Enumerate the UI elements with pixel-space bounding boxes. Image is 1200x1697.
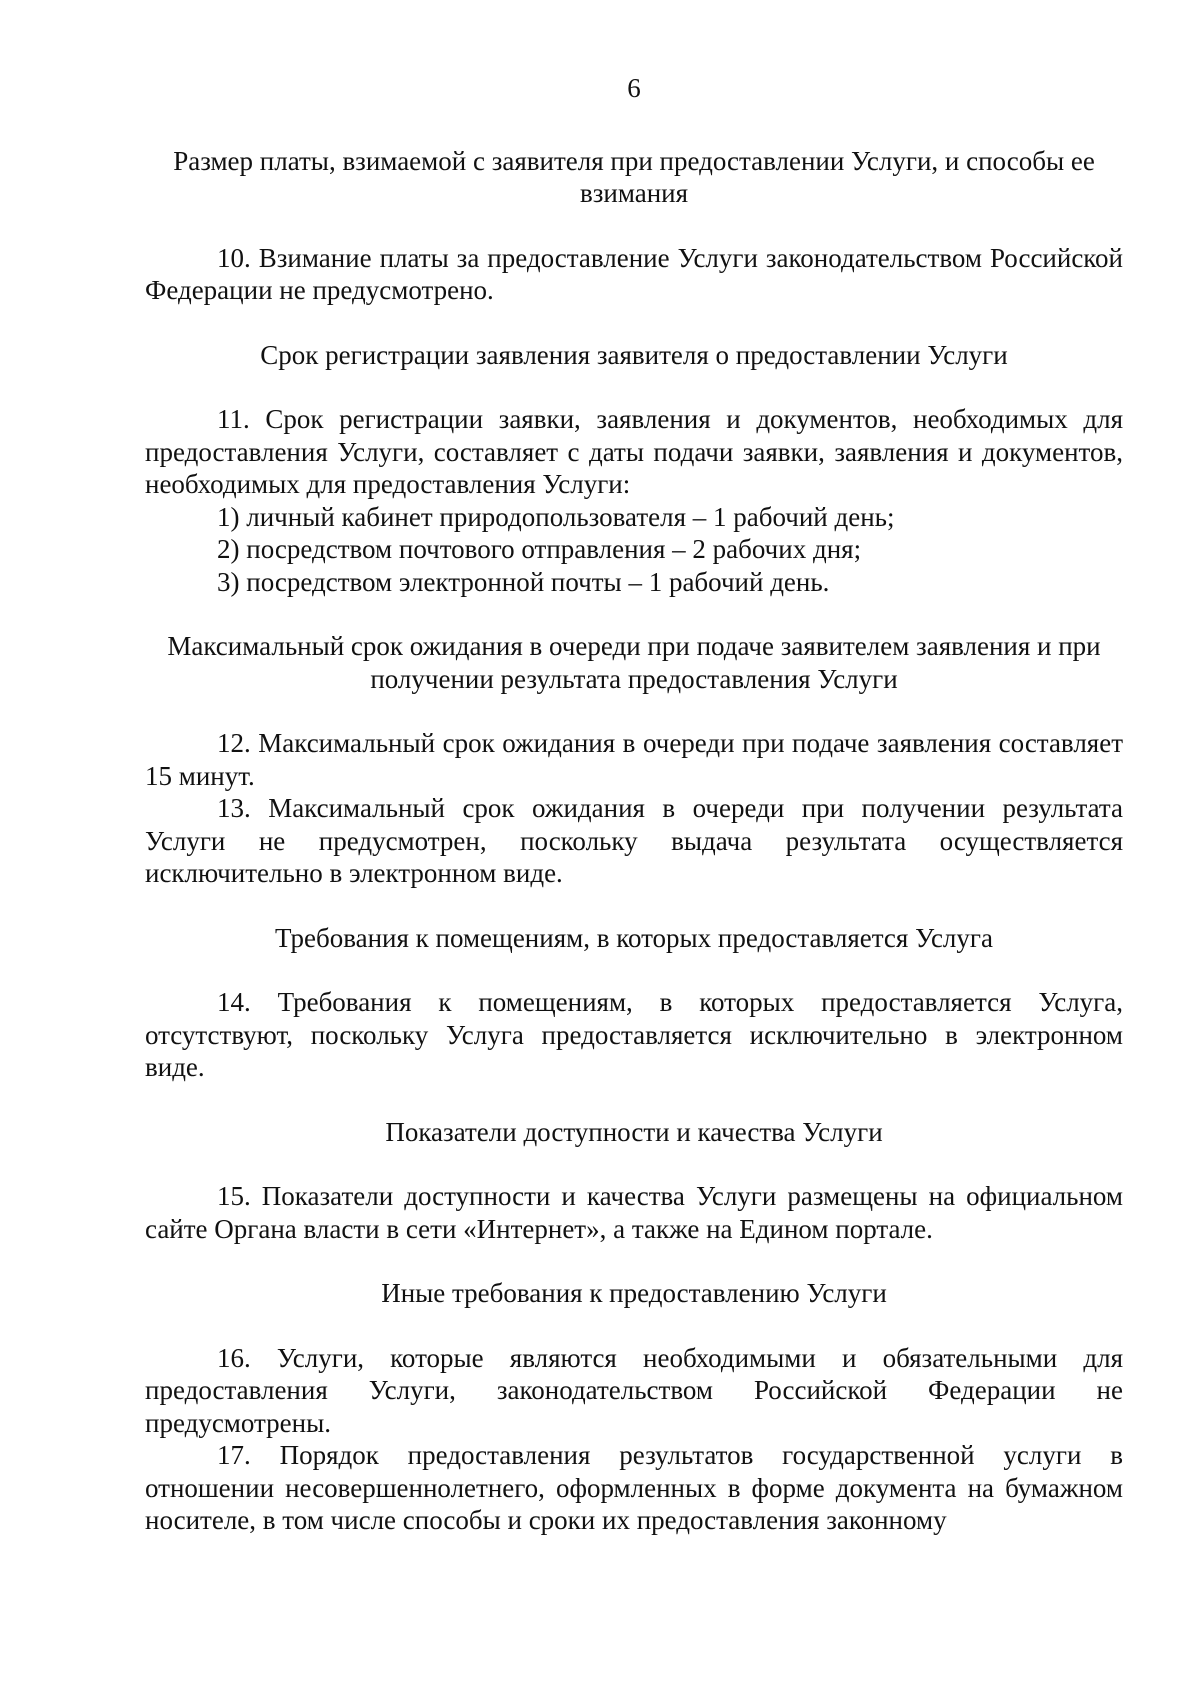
paragraph-15: 15. Показатели доступности и качества Услуги размещены на официальном сайте Органа власти в сети «Интернет», а также на Едином портале. bbox=[145, 1181, 1123, 1244]
section-heading-quality: Показатели доступности и качества Услуги bbox=[385, 1116, 883, 1147]
paragraph-17: 17. Порядок предоставления результатов государственной услуги в отношении несовершеннолетнего, оформленных в форме документа на бумажном носителе, в том числе способы и сроки их предоставления законному bbox=[145, 1440, 1123, 1535]
paragraph-11: 11. Срок регистрации заявки, заявления и документов, необходимых для предоставления Услуги, составляет с даты подачи заявки, заявления и документов, необходимых для предоставления Услуги: bbox=[145, 404, 1123, 499]
list-item-3: 3) посредством электронной почты – 1 рабочий день. bbox=[217, 566, 830, 597]
paragraph-14: 14. Требования к помещениям, в которых предоставляется Услуга, отсутствуют, поскольку Услуга предоставляется исключительно в электронном виде. bbox=[145, 987, 1123, 1082]
section-heading-queue: Максимальный срок ожидания в очереди при подаче заявителем заявления и при получении результата предоставления Услуги bbox=[167, 631, 1101, 694]
page-number: 6 bbox=[627, 73, 641, 103]
page-content bbox=[145, 72, 1123, 1537]
paragraph-13: 13. Максимальный срок ожидания в очереди при получении результата Услуги не предусмотрен, поскольку выдача результата осуществляется исключительно в электронном виде. bbox=[145, 793, 1123, 888]
section-heading-premises: Требования к помещениям, в которых предоставляется Услуга bbox=[275, 922, 993, 953]
list-item-2: 2) посредством почтового отправления – 2 рабочих дня; bbox=[217, 534, 862, 564]
paragraph-16: 16. Услуги, которые являются необходимыми и обязательными для предоставления Услуги, законодательством Российской Федерации не предусмотрены. bbox=[145, 1342, 1123, 1438]
paragraph-12: 12. Максимальный срок ожидания в очереди при подаче заявления составляет 15 минут. bbox=[145, 728, 1123, 791]
section-heading-registration: Срок регистрации заявления заявителя о предоставлении Услуги bbox=[260, 339, 1008, 370]
section-heading-fee: Размер платы, взимаемой с заявителя при предоставлении Услуги, и способы ее взимания bbox=[173, 145, 1095, 208]
section-heading-other: Иные требования к предоставлению Услуги bbox=[381, 1278, 887, 1308]
paragraph-10: 10. Взимание платы за предоставление Услуги законодательством Российской Федерации не предусмотрено. bbox=[145, 242, 1123, 305]
list-item-1: 1) личный кабинет природопользователя – 1 рабочий день; bbox=[217, 501, 895, 532]
